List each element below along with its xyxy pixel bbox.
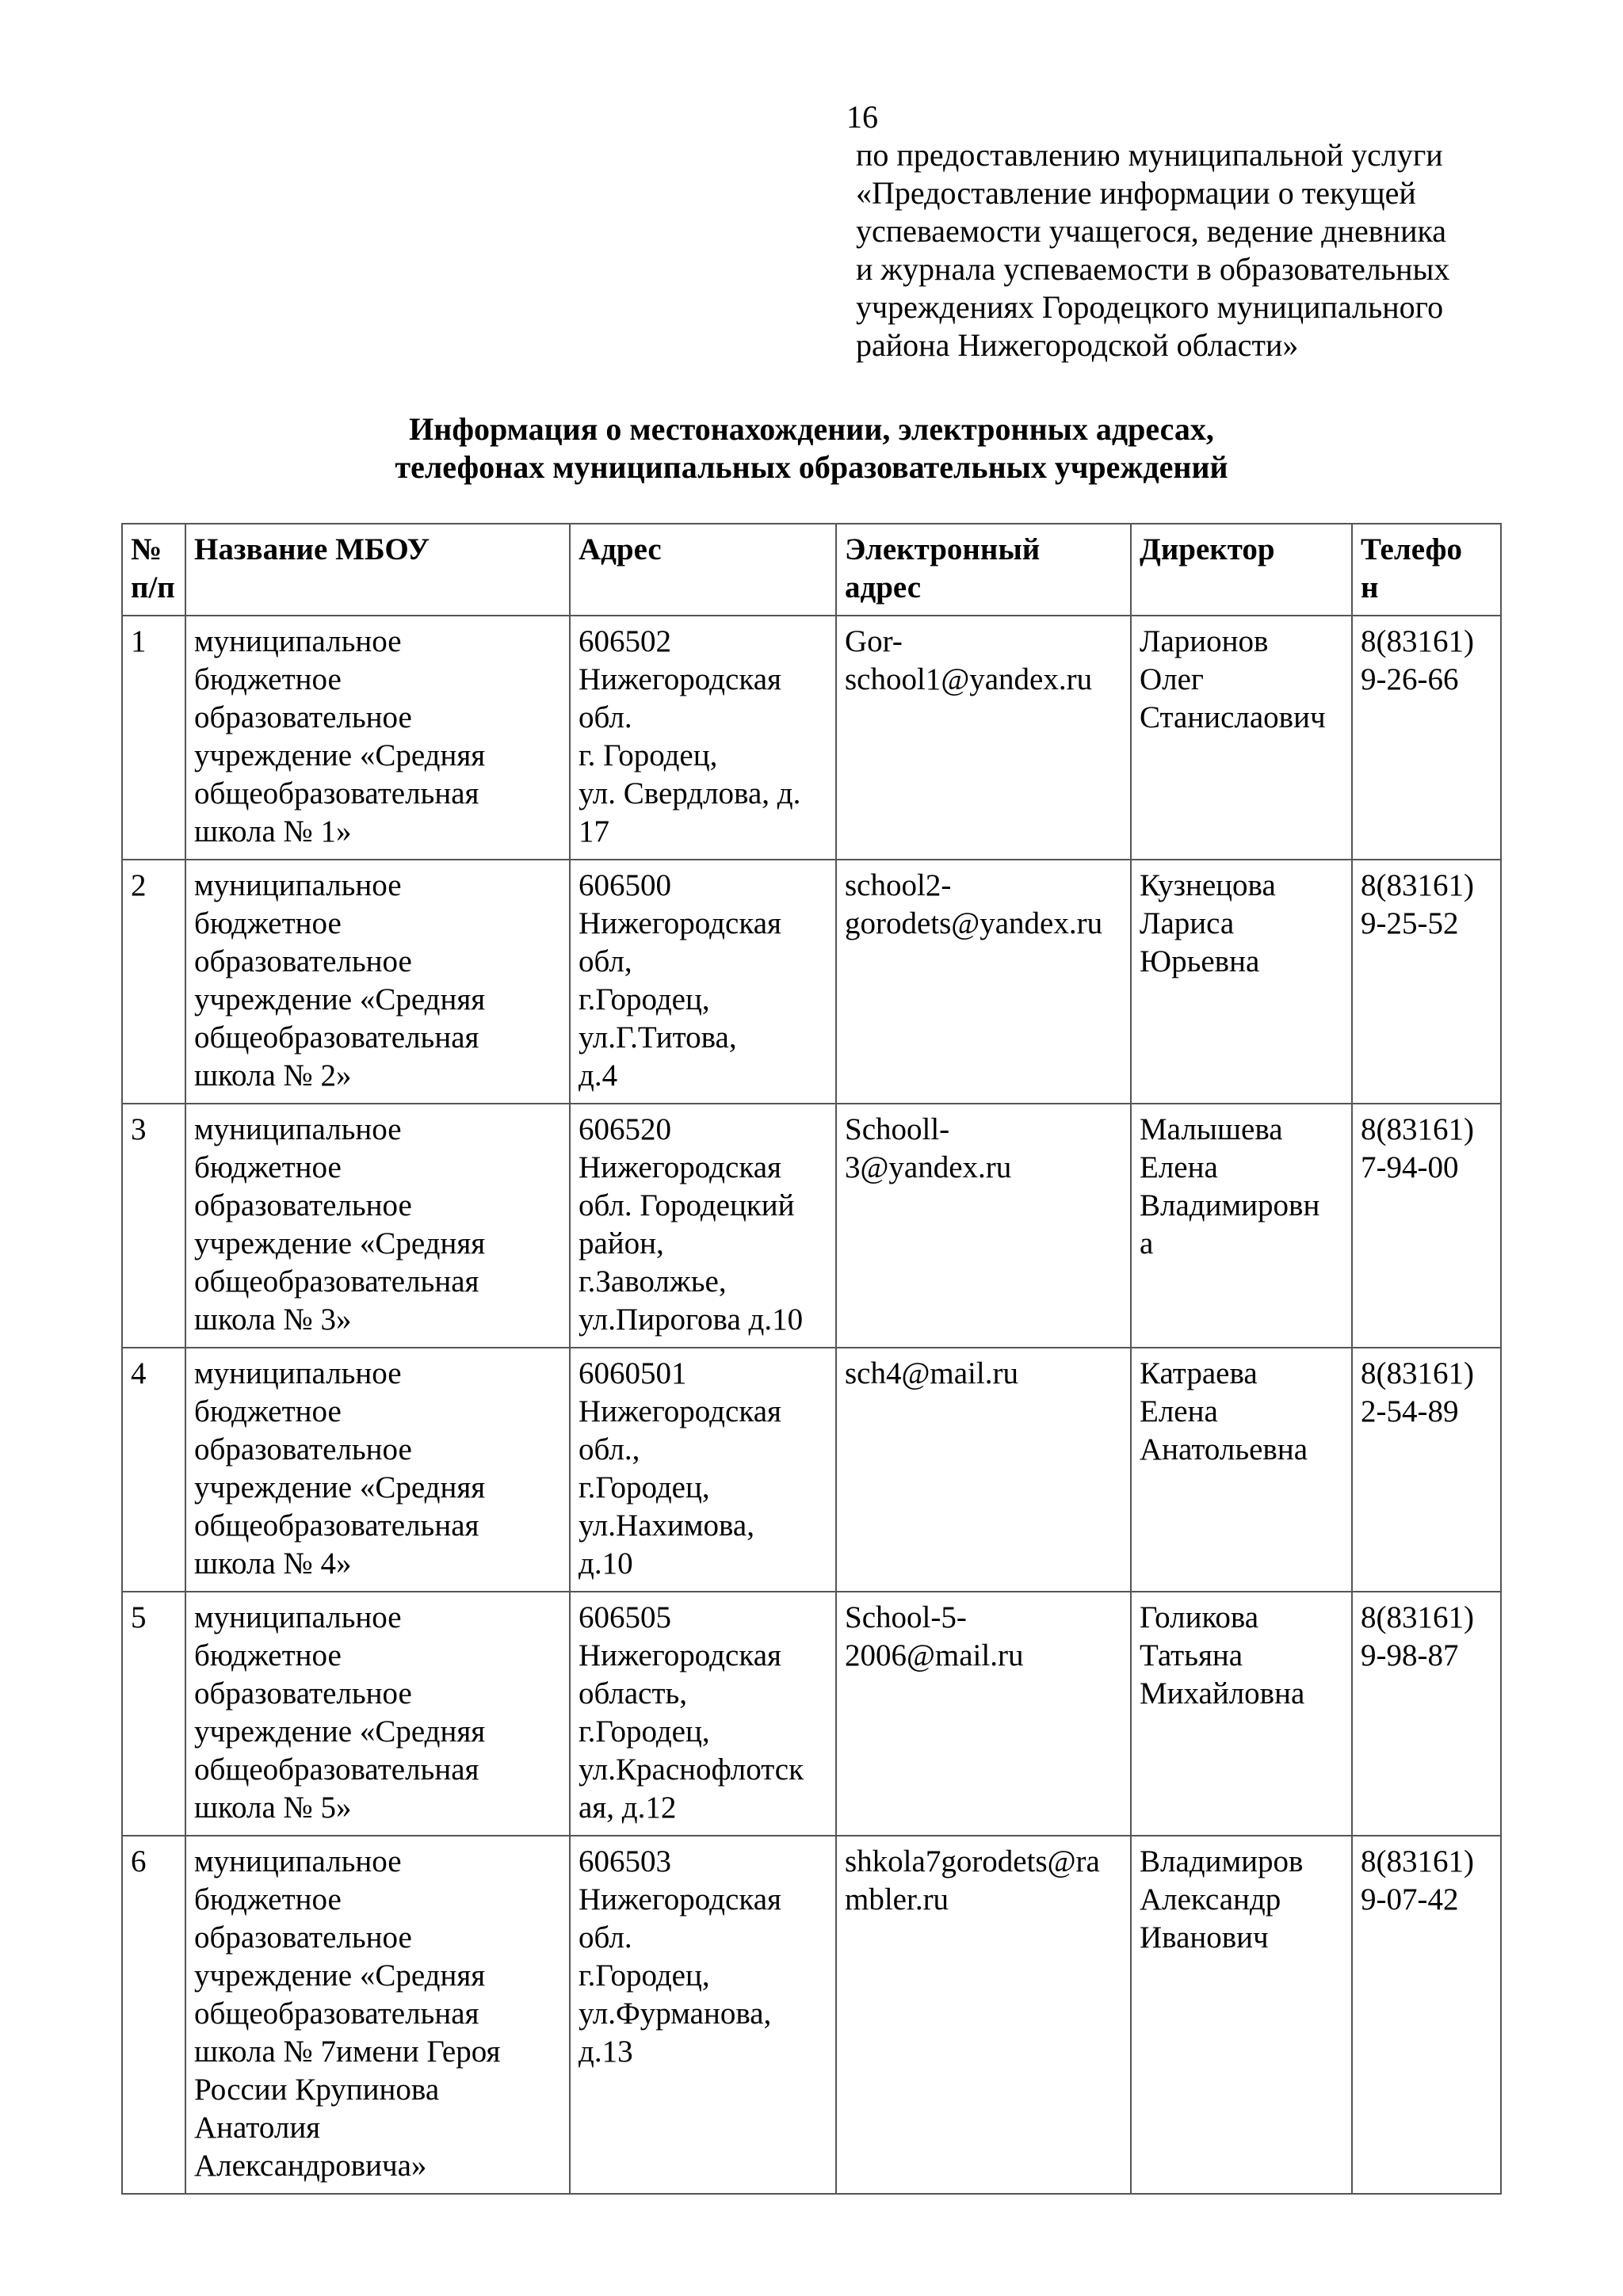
cell-line: муниципальное xyxy=(194,1844,402,1878)
cell-director xyxy=(1131,1104,1352,1348)
cell-line: Нижегородская xyxy=(579,1638,781,1672)
table-row xyxy=(122,1836,1501,2194)
cell-number: 5 xyxy=(122,1592,185,1836)
header-line: Адрес xyxy=(579,532,662,566)
cell-line: общеобразовательная xyxy=(194,1508,479,1543)
cell-email xyxy=(836,1104,1131,1348)
cell-line: образовательное xyxy=(194,1676,412,1711)
cell-line: а xyxy=(1140,1226,1154,1261)
cell-line: район, xyxy=(579,1226,664,1261)
cell-line: г.Городец, xyxy=(579,1958,710,1993)
cell-line: 8(83161) xyxy=(1361,1112,1474,1146)
cell-director xyxy=(1131,860,1352,1104)
cell-line: 606503 xyxy=(579,1844,671,1878)
cell-line: бюджетное xyxy=(194,906,342,940)
page-number: 16 xyxy=(846,99,878,135)
header-address xyxy=(570,524,836,616)
cell-line: School-5- xyxy=(845,1600,967,1634)
cell-line: учреждение «Средняя xyxy=(194,1226,486,1261)
cell-line: Нижегородская xyxy=(579,662,781,696)
cell-line: обл. xyxy=(579,700,632,734)
cell-line: ул.Фурманова, xyxy=(579,1997,772,2031)
cell-line: школа № 3» xyxy=(194,1302,352,1337)
cell-line: бюджетное xyxy=(194,1638,342,1672)
header-director xyxy=(1131,524,1352,616)
cell-line: образовательное xyxy=(194,1188,412,1222)
header-line: Название МБОУ xyxy=(194,532,430,566)
cell-email xyxy=(836,1592,1131,1836)
cell-line: учреждение «Средняя xyxy=(194,1470,486,1505)
document-header xyxy=(856,136,1585,364)
cell-line: Юрьевна xyxy=(1140,944,1260,978)
cell-director xyxy=(1131,1836,1352,2194)
cell-school-name xyxy=(185,860,570,1104)
cell-phone xyxy=(1352,1836,1501,2194)
cell-line: 9-07-42 xyxy=(1361,1882,1459,1917)
cell-line: Нижегородская xyxy=(579,1394,781,1428)
cell-line: г.Городец, xyxy=(579,1714,710,1749)
cell-phone xyxy=(1352,1104,1501,1348)
cell-email xyxy=(836,860,1131,1104)
cell-line: Владимиров xyxy=(1140,1844,1304,1878)
cell-line: общеобразовательная xyxy=(194,1753,479,1787)
cell-number: 3 xyxy=(122,1104,185,1348)
cell-number: 4 xyxy=(122,1348,185,1592)
header-line: успеваемости учащегося, ведение дневника xyxy=(856,213,1447,249)
cell-line: общеобразовательная xyxy=(194,1264,479,1299)
cell-line: образовательное xyxy=(194,1432,412,1466)
cell-phone xyxy=(1352,616,1501,860)
cell-address xyxy=(570,616,836,860)
cell-line: школа № 7имени Героя xyxy=(194,2035,501,2069)
cell-line: д.13 xyxy=(579,2035,633,2069)
cell-line: gorodets@yandex.ru xyxy=(845,906,1103,940)
cell-number: 6 xyxy=(122,1836,185,2194)
cell-number: 2 xyxy=(122,860,185,1104)
cell-line: ая, д.12 xyxy=(579,1791,677,1825)
cell-address xyxy=(570,1592,836,1836)
cell-line: Станислаович xyxy=(1140,700,1326,734)
cell-line: Александр xyxy=(1140,1882,1281,1917)
cell-line: учреждение «Средняя xyxy=(194,1714,486,1749)
cell-line: 7-94-00 xyxy=(1361,1150,1459,1184)
cell-line: бюджетное xyxy=(194,1150,342,1184)
header-line: Директор xyxy=(1140,532,1275,566)
cell-line: обл. Городецкий xyxy=(579,1188,795,1222)
header-phone xyxy=(1352,524,1501,616)
cell-line: 8(83161) xyxy=(1361,1600,1474,1634)
cell-number: 1 xyxy=(122,616,185,860)
cell-line: 9-26-66 xyxy=(1361,662,1459,696)
header-line: п/п xyxy=(131,570,175,605)
table-row xyxy=(122,1104,1501,1348)
table-header-row xyxy=(122,524,1501,616)
header-line: «Предоставление информации о текущей xyxy=(856,175,1416,211)
cell-line: school2- xyxy=(845,868,952,902)
cell-line: обл., xyxy=(579,1432,640,1466)
cell-address xyxy=(570,1104,836,1348)
cell-line: муниципальное xyxy=(194,1112,402,1146)
cell-line: обл. xyxy=(579,1920,632,1955)
cell-line: школа № 5» xyxy=(194,1791,352,1825)
cell-line: 17 xyxy=(579,814,609,849)
cell-line: 2006@mail.ru xyxy=(845,1638,1024,1672)
cell-line: общеобразовательная xyxy=(194,1997,479,2031)
cell-director xyxy=(1131,1592,1352,1836)
cell-line: Елена xyxy=(1140,1150,1218,1184)
cell-line: 606520 xyxy=(579,1112,671,1146)
cell-line: 2-54-89 xyxy=(1361,1394,1459,1428)
cell-line: муниципальное xyxy=(194,1356,402,1390)
cell-school-name xyxy=(185,616,570,860)
cell-line: ул.Нахимова, xyxy=(579,1508,754,1543)
cell-line: Катраева xyxy=(1140,1356,1258,1390)
table-row xyxy=(122,860,1501,1104)
cell-line: 8(83161) xyxy=(1361,624,1474,658)
cell-email xyxy=(836,616,1131,860)
cell-line: России Крупинова xyxy=(194,2073,440,2107)
cell-line: муниципальное xyxy=(194,868,402,902)
header-line: и журнала успеваемости в образовательных xyxy=(856,251,1450,287)
header-line: н xyxy=(1361,570,1379,605)
cell-line: ул. Свердлова, д. xyxy=(579,776,801,810)
cell-line: 606505 xyxy=(579,1600,671,1634)
cell-address xyxy=(570,1348,836,1592)
header-line: Телефо xyxy=(1361,532,1462,566)
cell-line: г.Городец, xyxy=(579,982,710,1016)
table-row xyxy=(122,1592,1501,1836)
cell-line: Александровича» xyxy=(194,2149,427,2183)
cell-line: Schooll- xyxy=(845,1112,950,1146)
cell-line: 8(83161) xyxy=(1361,1356,1474,1390)
cell-line: г.Заволжье, xyxy=(579,1264,727,1299)
cell-line: 6060501 xyxy=(579,1356,687,1390)
cell-line: Нижегородская xyxy=(579,1882,781,1917)
cell-line: учреждение «Средняя xyxy=(194,1958,486,1993)
cell-school-name xyxy=(185,1104,570,1348)
cell-line: Нижегородская xyxy=(579,1150,781,1184)
cell-line: учреждение «Средняя xyxy=(194,738,486,772)
cell-phone xyxy=(1352,1348,1501,1592)
cell-line: муниципальное xyxy=(194,624,402,658)
cell-line: школа № 2» xyxy=(194,1058,352,1093)
cell-line: Анатольевна xyxy=(1140,1432,1308,1466)
cell-school-name xyxy=(185,1592,570,1836)
cell-line: 9-25-52 xyxy=(1361,906,1459,940)
cell-line: образовательное xyxy=(194,700,412,734)
cell-line: 606500 xyxy=(579,868,671,902)
cell-line: ул.Г.Титова, xyxy=(579,1020,737,1055)
cell-line: mbler.ru xyxy=(845,1882,949,1917)
cell-line: sch4@mail.ru xyxy=(845,1356,1018,1390)
cell-line: Олег xyxy=(1140,662,1204,696)
cell-line: school1@yandex.ru xyxy=(845,662,1093,696)
cell-line: Елена xyxy=(1140,1394,1218,1428)
cell-line: общеобразовательная xyxy=(194,776,479,810)
cell-line: учреждение «Средняя xyxy=(194,982,486,1016)
cell-line: Кузнецова xyxy=(1140,868,1276,902)
table-body xyxy=(122,616,1501,2194)
title-line: Информация о местонахождении, электронных адресах, xyxy=(409,411,1214,447)
cell-line: Ларионов xyxy=(1140,624,1269,658)
cell-phone xyxy=(1352,860,1501,1104)
cell-line: г.Городец, xyxy=(579,1470,710,1505)
cell-address xyxy=(570,1836,836,2194)
cell-line: Лариса xyxy=(1140,906,1235,940)
cell-line: 9-98-87 xyxy=(1361,1638,1459,1672)
cell-line: Нижегородская xyxy=(579,906,781,940)
cell-line: общеобразовательная xyxy=(194,1020,479,1055)
cell-line: муниципальное xyxy=(194,1600,402,1634)
cell-line: Малышева xyxy=(1140,1112,1283,1146)
cell-line: область, xyxy=(579,1676,688,1711)
cell-line: Иванович xyxy=(1140,1920,1269,1955)
cell-line: 606502 xyxy=(579,624,671,658)
cell-line: Gor- xyxy=(845,624,903,658)
cell-line: образовательное xyxy=(194,1920,412,1955)
cell-line: Владимировн xyxy=(1140,1188,1320,1222)
cell-line: ул.Краснофлотск xyxy=(579,1753,804,1787)
cell-line: Татьяна xyxy=(1140,1638,1243,1672)
cell-email xyxy=(836,1348,1131,1592)
cell-email xyxy=(836,1836,1131,2194)
cell-line: г. Городец, xyxy=(579,738,718,772)
cell-school-name xyxy=(185,1348,570,1592)
header-number xyxy=(122,524,185,616)
header-line: района Нижегородской области» xyxy=(856,327,1299,363)
cell-line: Михайловна xyxy=(1140,1676,1305,1711)
cell-line: 8(83161) xyxy=(1361,868,1474,902)
cell-school-name xyxy=(185,1836,570,2194)
title-line: телефонах муниципальных образовательных учреждений xyxy=(395,449,1228,485)
cell-line: обл, xyxy=(579,944,632,978)
cell-line: школа № 1» xyxy=(194,814,352,849)
header-line: Электронный xyxy=(845,532,1041,566)
cell-line: бюджетное xyxy=(194,1882,342,1917)
header-line: № xyxy=(131,532,162,566)
cell-line: 3@yandex.ru xyxy=(845,1150,1012,1184)
cell-line: бюджетное xyxy=(194,1394,342,1428)
header-line: адрес xyxy=(845,570,922,605)
cell-line: д.4 xyxy=(579,1058,618,1093)
table-row xyxy=(122,616,1501,860)
cell-director xyxy=(1131,616,1352,860)
cell-director xyxy=(1131,1348,1352,1592)
cell-phone xyxy=(1352,1592,1501,1836)
cell-line: ул.Пирогова д.10 xyxy=(579,1302,804,1337)
header-school-name xyxy=(185,524,570,616)
cell-line: бюджетное xyxy=(194,662,342,696)
document-title xyxy=(0,410,1623,486)
header-line: учреждениях Городецкого муниципального xyxy=(856,289,1444,325)
header-email xyxy=(836,524,1131,616)
cell-line: д.10 xyxy=(579,1547,633,1581)
cell-line: Анатолия xyxy=(194,2111,321,2145)
cell-line: Голикова xyxy=(1140,1600,1259,1634)
cell-line: образовательное xyxy=(194,944,412,978)
table-row xyxy=(122,1348,1501,1592)
header-line: по предоставлению муниципальной услуги xyxy=(856,137,1443,173)
cell-line: shkola7gorodets@ra xyxy=(845,1844,1100,1878)
cell-address xyxy=(570,860,836,1104)
schools-table xyxy=(121,523,1502,2195)
cell-line: школа № 4» xyxy=(194,1547,352,1581)
cell-line: 8(83161) xyxy=(1361,1844,1474,1878)
